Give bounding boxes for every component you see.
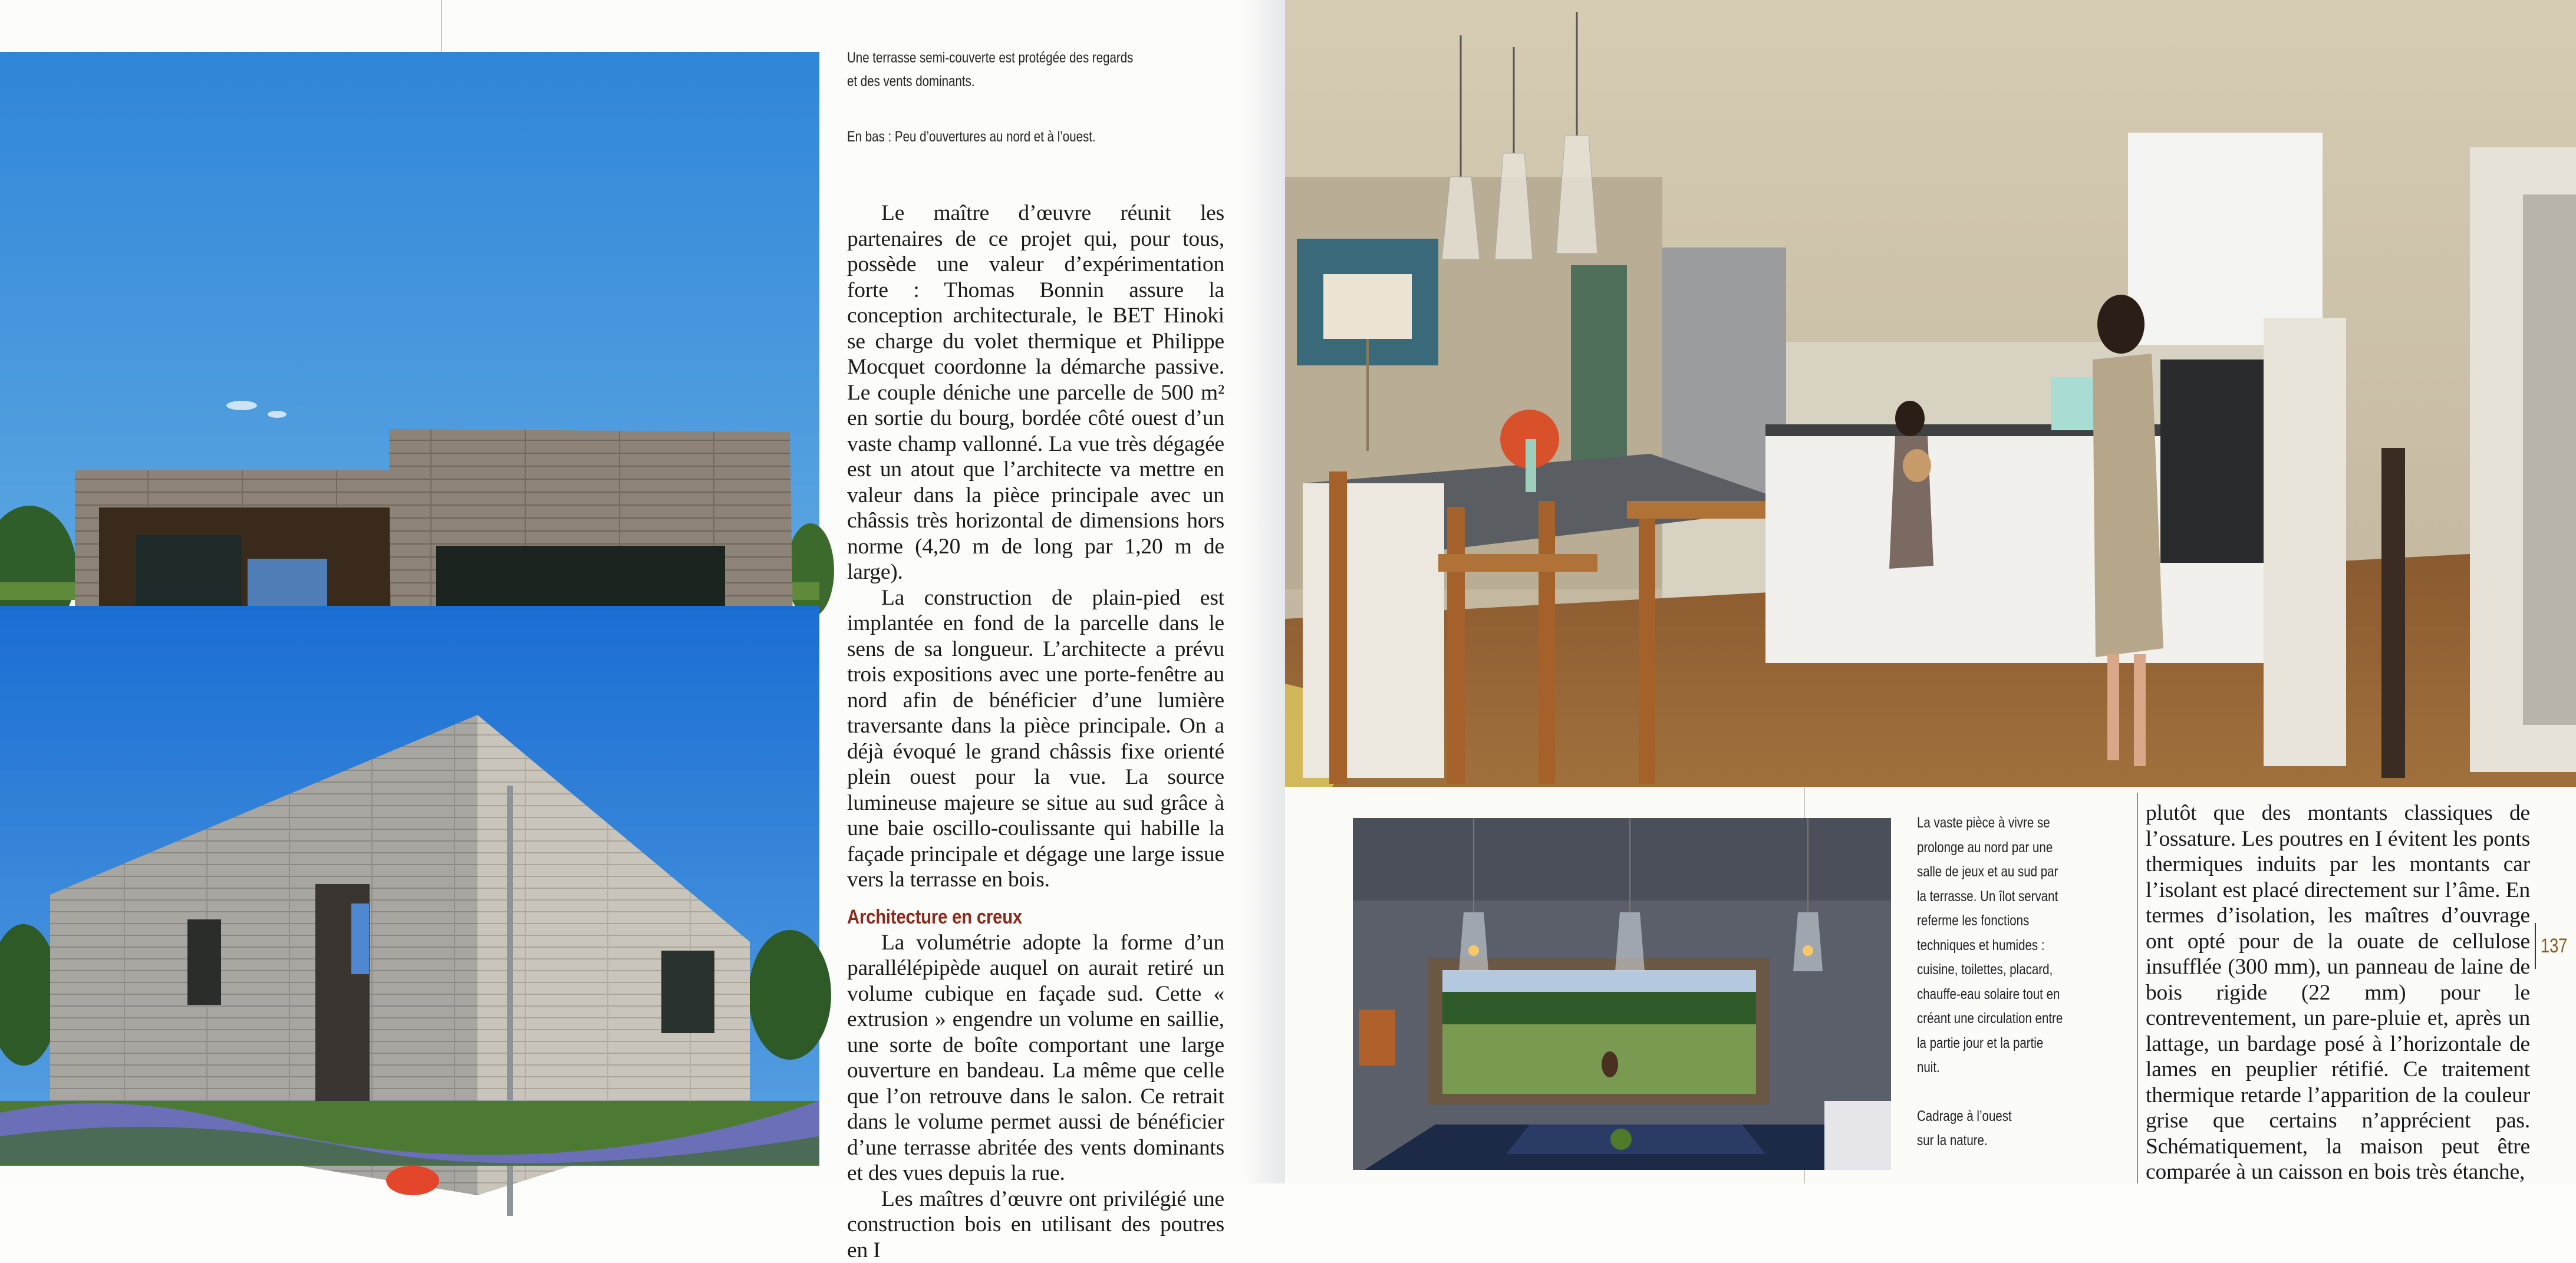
caption-line: nuit. — [1917, 1056, 2134, 1080]
caption-line: Cadrage à l’ouest — [1917, 1104, 2134, 1129]
caption-line: prolonge au nord par une — [1917, 836, 2134, 860]
caption-line: chauffe-eau solaire tout en — [1917, 982, 2134, 1007]
body-paragraph: La construction de plain-pied est implantée en fond de la parcelle dans le sens de sa longueur. L’architecte a prévu trois expositions avec une porte-fenêtre au nord afin de bénéficier d’une lumière traversante dans la pièce principale. On a déjà évoqué le grand châssis fixe orienté plein ouest pour la vue. La source lumineuse majeure se situe au sud grâce à une baie oscillo-coulissante qui habille la façade principale et dégage une large issue vers la terrasse en bois. — [847, 585, 1224, 893]
caption-line: La vaste pièce à vivre se — [1917, 811, 2134, 836]
page-number-rule — [2535, 923, 2536, 969]
article-body-right — [2146, 800, 2530, 1185]
page-number-marker — [2535, 922, 2574, 969]
caption-line: cuisine, toilettes, placard, — [1917, 958, 2134, 982]
caption-line: créant une circulation entre — [1917, 1007, 2134, 1031]
photo-caption-bottom: En bas : Peu d’ouvertures au nord et à l’ouest. — [847, 125, 1224, 149]
body-paragraph: La volumétrie adopte la forme d’un parallélépipède auquel on aurait retiré un volume cubique en façade sud. Cette « extrusion » engendre un volume en saillie, une sorte de boîte comportant une large ouverture en bandeau. La même que celle que l’on retrouve dans le salon. Ce retrait dans le volume permet aussi de bénéficier d’une terrasse abritée des vents dominants et des vues depuis la rue. — [847, 930, 1224, 1186]
photo-caption-top — [847, 46, 1224, 93]
photo-caption-right — [1917, 811, 2129, 1153]
caption-line: referme les fonctions — [1917, 909, 2134, 934]
left-page — [0, 0, 1285, 1183]
photo-house-corner-view — [0, 606, 819, 1165]
caption-line: Une terrasse semi-couverte est protégée des regards — [847, 46, 1224, 70]
caption-line: la partie jour et la partie — [1917, 1031, 2134, 1056]
crop-mark — [1804, 787, 1805, 818]
crop-mark — [441, 0, 442, 52]
body-paragraph: Les maîtres d’œuvre ont privilégié une construction bois en utilisant des poutres en I — [847, 1186, 1224, 1263]
article-body-left — [847, 200, 1224, 1263]
caption-line: et des vents dominants. — [847, 70, 1224, 93]
body-paragraph: plutôt que des montants classiques de l’ossature. Les poutres en I évitent les ponts thermiques induits par les montants car l’isolant est placé directement sur l’âme. En termes d’isolation, les maîtres d’ouvrage ont opté pour de la ouate de cellulose insufflée (300 mm), un panneau de laine de bois rigide (22 mm) pour le contreventement, un pare-pluie et, après un lattage, un bardage posé à l’horizontale de lames en peuplier rétifié. Ce traitement thermique retarde l’apparition de la couleur grise que certains n’apprécient pas. Schématiquement, la maison peut être comparée à un caisson en bois très étanche, — [2146, 800, 2530, 1185]
page-number: 137 — [2541, 935, 2567, 958]
caption-spacer — [1917, 1080, 2134, 1104]
photo-dining-window-view — [1353, 818, 1891, 1170]
photo-kitchen-interior — [1285, 0, 2576, 787]
caption-kitchen — [1917, 811, 2134, 1153]
book-gutter-shadow — [1244, 0, 1285, 1183]
caption-line: sur la nature. — [1917, 1129, 2134, 1153]
caption-line: techniques et humides : — [1917, 934, 2134, 958]
crop-mark — [1804, 1170, 1805, 1183]
section-heading: Architecture en creux — [847, 905, 1171, 930]
caption-line: la terrasse. Un îlot servant — [1917, 885, 2134, 909]
photo-house-front-facade — [0, 52, 819, 600]
body-paragraph: Le maître d’œuvre réunit les partenaires de ce projet qui, pour tous, possède une valeur d’expérimentation forte : Thomas Bonnin assure la conception architecturale, le BET Hinoki se charge du volet thermique et Philippe Mocquet coordonne la démarche passive. Le couple déniche une parcelle de 500 m² en sortie du bourg, bordée côté ouest d’un vaste champ vallonné. La vue très dégagée est un atout que l’architecte va mettre en valeur dans la pièce principale avec un châssis très horizontal de dimensions hors norme (4,20 m de long par 1,20 m de large). — [847, 200, 1224, 585]
column-divider — [2137, 793, 2138, 1183]
caption-line: salle de jeux et au sud par — [1917, 860, 2134, 885]
